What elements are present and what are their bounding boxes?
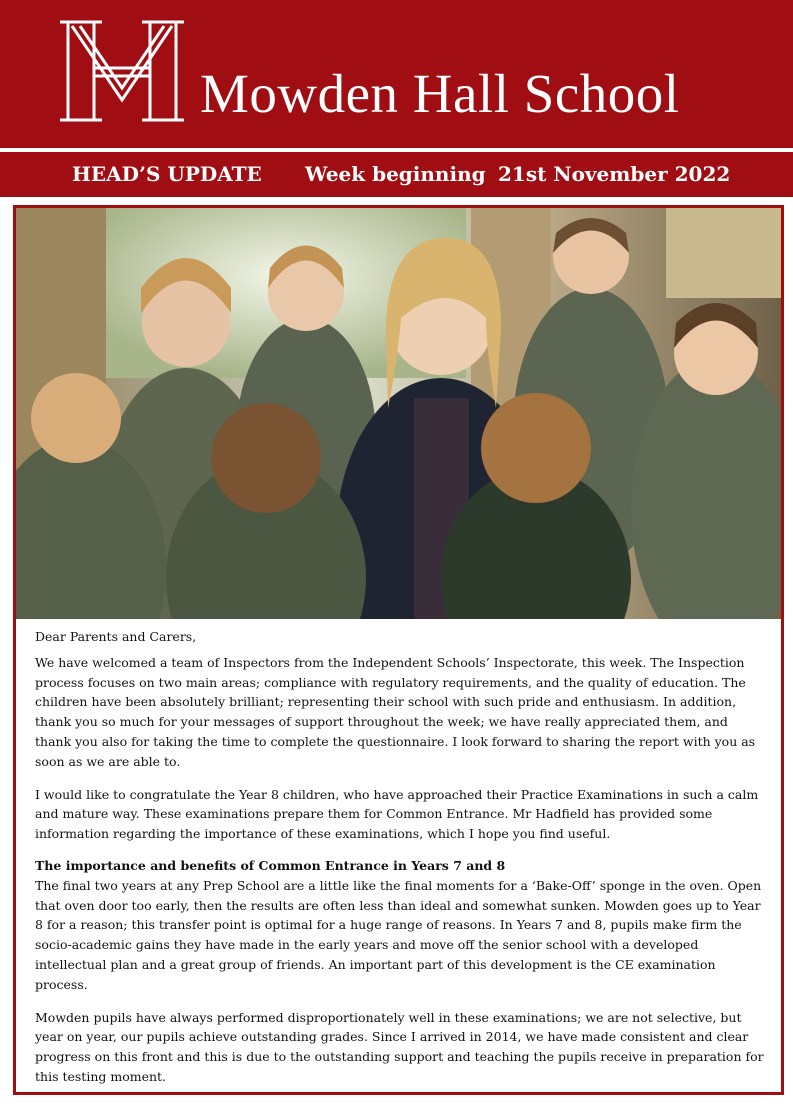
- school-name: Mowden Hall School: [200, 63, 680, 124]
- newsletter-frame: [13, 205, 784, 1095]
- section-heading: The importance and benefits of Common Entrance in Years 7 and 8: [35, 857, 506, 873]
- teacher-and-pupils-photo: [16, 208, 781, 619]
- letter-body: [35, 627, 768, 1087]
- letter-paragraph: I would like to congratulate the Year 8 children, who have approached their Practice Examinations in such a calm and mature way. These examinations prepare them for Common Entrance. Mr Hadfield has provided some information regarding the importance of these examinations, which I hope you find useful.: [35, 786, 759, 842]
- update-label: HEAD’S UPDATE: [72, 162, 262, 186]
- update-banner: [0, 152, 793, 197]
- letter-paragraph: The final two years at any Prep School are a little like the final moments for a ‘Bake-Off’ sponge in the oven. Open that oven door too early, then the results are often less than ideal and somewhat sunken. Mowden goes up to Year 8 for a reason; this transfer point is optimal for a huge range of reasons. In Years 7 and 8, pupils make firm the socio-academic gains they have made in the early years and move off the senior school with a developed intellectual plan and a great group of friends. An important part of this development is the CE examination process.: [35, 877, 762, 992]
- letter-paragraph: Mowden pupils have always performed disproportionately well in these examinations; we are not selective, but year on year, our pupils achieve outstanding grades. Since I arrived in 2014, we have made consistent and clear progress on this front and this is due to the outstanding support and teaching the pupils receive in preparation for this testing moment.: [35, 1009, 764, 1084]
- school-monogram-logo: [58, 12, 186, 130]
- week-date: 21st November 2022: [498, 162, 731, 186]
- letter-paragraph: We have welcomed a team of Inspectors from the Independent Schools’ Inspectorate, this week. The Inspection process focuses on two main areas; compliance with regulatory requirements, and the quality of education. The children have been absolutely brilliant; representing their school with such pride and enthusiasm. In addition, thank you so much for your messages of support throughout the week; we have really appreciated them, and thank you also for taking the time to complete the questionnaire. I look forward to sharing the report with you as soon as we are able to.: [35, 654, 756, 769]
- photo-illustration: [16, 208, 781, 619]
- week-label: Week beginning: [305, 162, 486, 186]
- salutation: Dear Parents and Carers,: [35, 629, 197, 644]
- masthead: [0, 0, 793, 148]
